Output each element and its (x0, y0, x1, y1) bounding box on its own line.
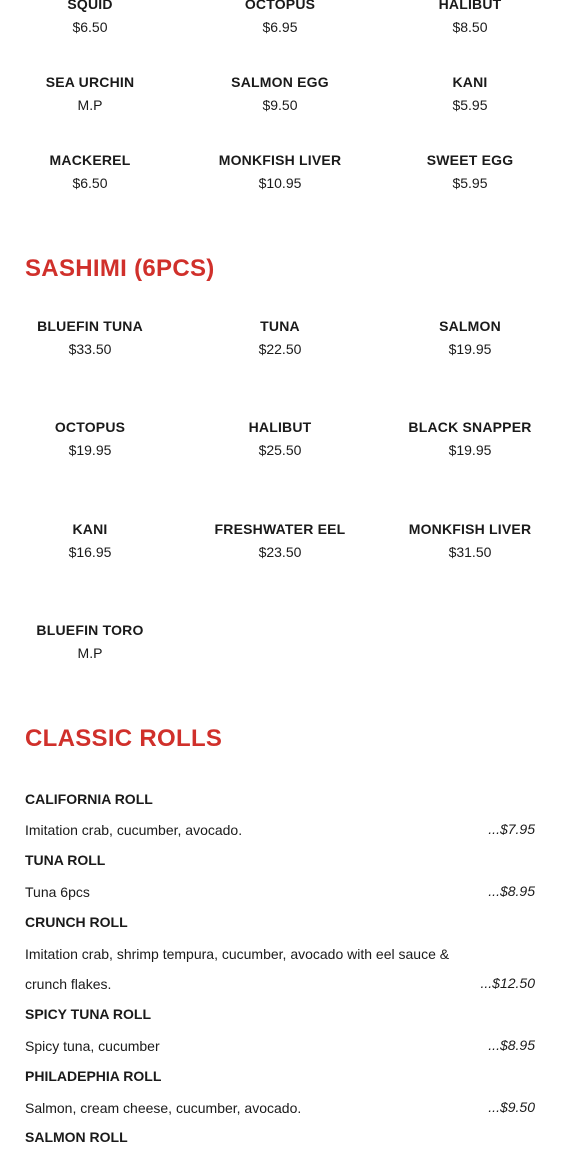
roll-name: TUNA ROLL (25, 852, 106, 868)
nigiri-row (0, 74, 565, 134)
item-name: SALMON EGG (231, 74, 329, 90)
item-price: $6.50 (72, 175, 108, 191)
menu-item (185, 152, 375, 191)
item-name: BLACK SNAPPER (408, 419, 532, 435)
item-price: $33.50 (68, 341, 112, 357)
roll-name: CALIFORNIA ROLL (25, 791, 153, 807)
item-price: $19.95 (448, 442, 492, 458)
nigiri-row (0, 152, 565, 212)
menu-item (0, 622, 185, 661)
item-name: SWEET EGG (426, 152, 514, 168)
roll-name: SALMON ROLL (25, 1129, 128, 1145)
item-name: HALIBUT (438, 0, 502, 12)
item-name: MONKFISH LIVER (408, 521, 532, 537)
roll-description: Imitation crab, cucumber, avocado. (25, 822, 243, 838)
item-price: $19.95 (448, 341, 492, 357)
menu-item (375, 74, 565, 113)
item-price: $9.50 (262, 97, 298, 113)
roll-price: ...$7.95 (488, 821, 535, 837)
item-price: $5.95 (452, 175, 488, 191)
menu-item (0, 152, 185, 191)
item-name: MACKEREL (49, 152, 131, 168)
menu-item (185, 318, 375, 357)
sashimi-row (0, 521, 565, 581)
menu-item (375, 419, 565, 458)
item-name: OCTOPUS (244, 0, 316, 12)
item-name: BLUEFIN TORO (36, 622, 144, 638)
menu-item (375, 152, 565, 191)
item-price: $6.50 (72, 19, 108, 35)
roll-price: ...$12.50 (480, 975, 535, 991)
nigiri-row (0, 0, 565, 56)
item-price: $23.50 (258, 544, 302, 560)
item-price: $8.50 (452, 19, 488, 35)
menu-item (0, 0, 185, 35)
item-name: SALMON (439, 318, 501, 334)
section-title-classic-rolls: CLASSIC ROLLS (25, 725, 223, 752)
sashimi-row (0, 419, 565, 479)
roll-name: PHILADEPHIA ROLL (25, 1068, 162, 1084)
roll-price: ...$8.95 (488, 1037, 535, 1053)
item-price: M.P (77, 645, 103, 661)
item-price: $5.95 (452, 97, 488, 113)
menu-item (185, 521, 375, 560)
item-name: KANI (72, 521, 108, 537)
item-price: $19.95 (68, 442, 112, 458)
menu-item (185, 74, 375, 113)
menu-item (375, 0, 565, 35)
menu-item (0, 521, 185, 560)
roll-price: ...$8.95 (488, 883, 535, 899)
roll-description: Imitation crab, shrimp tempura, cucumber, avocado with eel sauce & crunch flakes. (25, 946, 450, 992)
roll-name: CRUNCH ROLL (25, 914, 128, 930)
item-name: BLUEFIN TUNA (37, 318, 143, 334)
item-name: SEA URCHIN (45, 74, 135, 90)
item-name: TUNA (260, 318, 300, 334)
item-price: $16.95 (68, 544, 112, 560)
menu-item (185, 419, 375, 458)
item-name: OCTOPUS (54, 419, 126, 435)
roll-description: Spicy tuna, cucumber (25, 1038, 160, 1054)
sashimi-row (0, 622, 565, 682)
item-price: $25.50 (258, 442, 302, 458)
section-title-sashimi: SASHIMI (6PCS) (25, 255, 215, 282)
roll-description: Salmon, cream cheese, cucumber, avocado. (25, 1100, 302, 1116)
menu-item (0, 74, 185, 113)
menu-item (0, 318, 185, 357)
item-name: HALIBUT (248, 419, 312, 435)
menu-item (375, 318, 565, 357)
item-price: $22.50 (258, 341, 302, 357)
menu-item (185, 0, 375, 35)
item-price: $6.95 (262, 19, 298, 35)
item-name: KANI (452, 74, 488, 90)
item-name: FRESHWATER EEL (214, 521, 346, 537)
item-price: $31.50 (448, 544, 492, 560)
roll-price: ...$9.50 (488, 1099, 535, 1115)
menu-item (0, 419, 185, 458)
item-name: MONKFISH LIVER (218, 152, 342, 168)
roll-description: Tuna 6pcs (25, 884, 90, 900)
sashimi-row (0, 318, 565, 378)
menu-item (375, 521, 565, 560)
item-name: SQUID (67, 0, 113, 12)
item-price: $10.95 (258, 175, 302, 191)
item-price: M.P (77, 97, 103, 113)
roll-name: SPICY TUNA ROLL (25, 1006, 152, 1022)
